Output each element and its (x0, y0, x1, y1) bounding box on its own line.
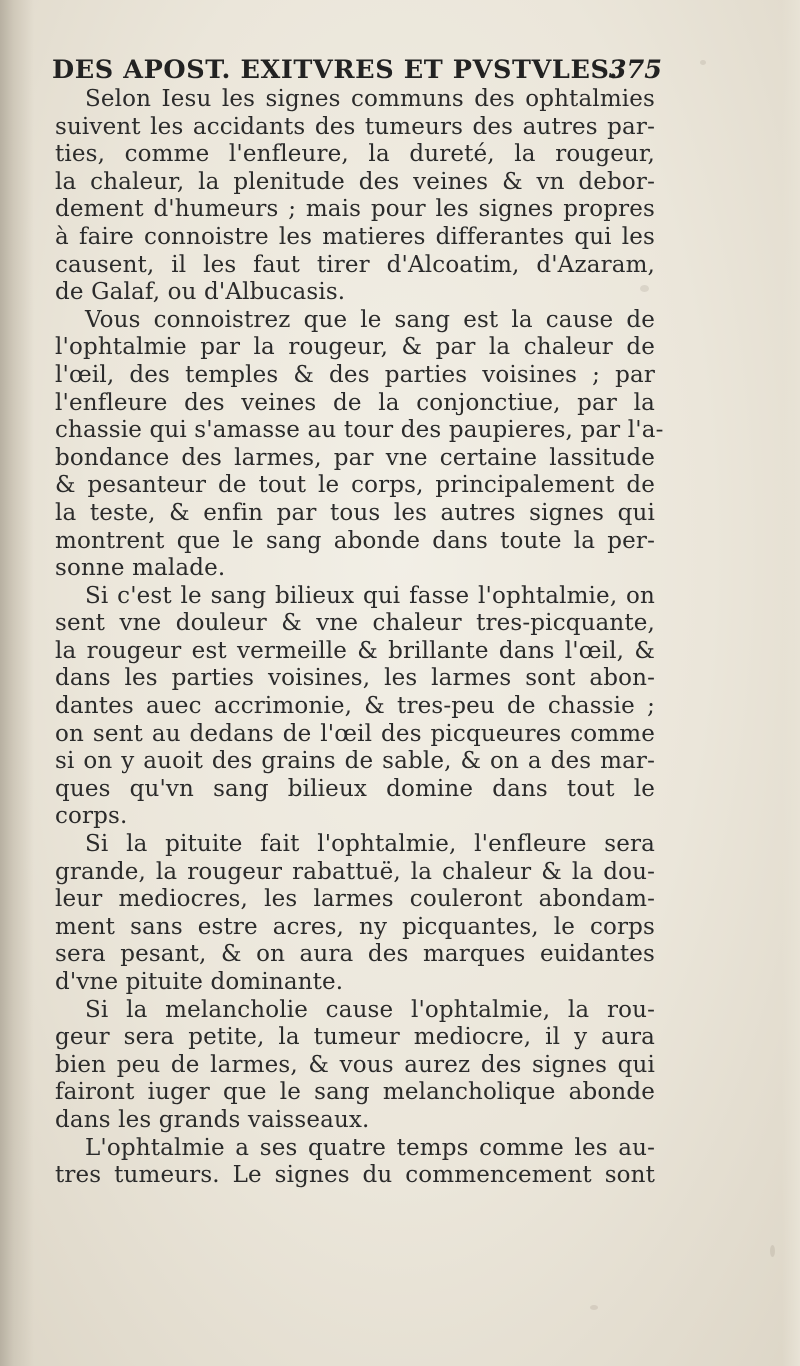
text-line: corps. (55, 803, 128, 830)
text-line: sera pesant, & on aura des marques euidantes (55, 941, 655, 968)
text-line: bien peu de larmes, & vous aurez des signes qui (55, 1051, 655, 1078)
page-edge (782, 0, 800, 1366)
text-line: la rougeur est vermeille & brillante dans l'œil, & (55, 637, 655, 664)
text-line: montrent que le sang abonde dans toute la per- (55, 527, 655, 554)
text-line: on sent au dedans de l'œil des picqueures comme (55, 720, 655, 747)
text-line: Si la melancholie cause l'ophtalmie, la rou- (85, 996, 655, 1023)
body-text (55, 86, 664, 1190)
text-line: dement d'humeurs ; mais pour les signes propres (55, 196, 655, 223)
text-line: la teste, & enfin par tous les autres signes qui (55, 499, 655, 526)
text-line: grande, la rougeur rabattuë, la chaleur & la dou- (55, 858, 655, 885)
text-line: ment sans estre acres, ny picquantes, le corps (55, 913, 655, 940)
text-line: ques qu'vn sang bilieux domine dans tout le (55, 775, 655, 802)
page-number: 375 (608, 55, 662, 85)
text-line: bondance des larmes, par vne certaine lassitude (55, 444, 655, 471)
text-line: sonne malade. (55, 555, 226, 582)
text-line: de Galaf, ou d'Albucasis. (55, 279, 346, 306)
text-line: la chaleur, la plenitude des veines & vn debor- (55, 168, 655, 195)
text-line: l'enfleure des veines de la conjonctiue, par la (55, 389, 655, 416)
text-line: l'œil, des temples & des parties voisines ; par (55, 361, 655, 388)
text-line: tres tumeurs. Le signes du commencement sont (55, 1162, 655, 1189)
ink-speck (590, 1305, 598, 1310)
text-line: dans les parties voisines, les larmes sont abon- (55, 665, 655, 692)
text-line: Vous connoistrez que le sang est la cause de (85, 306, 655, 333)
text-line: causent, il les faut tirer d'Alcoatim, d'Azaram, (55, 251, 655, 278)
binding-gutter-shadow (0, 0, 34, 1366)
text-line: Si la pituite fait l'ophtalmie, l'enfleure sera (85, 831, 655, 858)
text-line: dantes auec accrimonie, & tres-peu de chassie ; (55, 693, 655, 720)
text-line: d'vne pituite dominante. (55, 969, 344, 995)
text-line: si on y auoit des grains de sable, & on a des mar- (55, 748, 655, 775)
text-line: à faire connoistre les matieres differantes qui les (55, 223, 655, 250)
text-line: & pesanteur de tout le corps, principalement de (55, 472, 655, 499)
text-line: l'ophtalmie par la rougeur, & par la chaleur de (55, 334, 655, 361)
text-line: chassie qui s'amasse au tour des paupieres, par l'a- (55, 417, 664, 444)
ink-speck (700, 60, 706, 65)
text-line: Si c'est le sang bilieux qui fasse l'ophtalmie, on (85, 582, 655, 609)
text-line: dans les grands vaisseaux. (55, 1106, 370, 1133)
text-line: fairont iuger que le sang melancholique abonde (55, 1079, 655, 1106)
text-line: L'ophtalmie a ses quatre temps comme les au- (85, 1134, 655, 1161)
ink-speck (770, 1245, 775, 1257)
text-line: leur mediocres, les larmes couleront abondam- (55, 886, 655, 913)
text-line: sent vne douleur & vne chaleur tres-picquante, (55, 610, 655, 637)
text-line: Selon Iesu les signes communs des ophtalmies (85, 86, 655, 112)
running-title: DES APOST. EXITVRES ET PVSTVLES. (52, 55, 619, 85)
text-line: suivent les accidants des tumeurs des autres par- (55, 113, 655, 140)
text-line: ties, comme l'enfleure, la dureté, la rougeur, (55, 141, 655, 168)
text-line: geur sera petite, la tumeur mediocre, il y aura (55, 1024, 655, 1051)
